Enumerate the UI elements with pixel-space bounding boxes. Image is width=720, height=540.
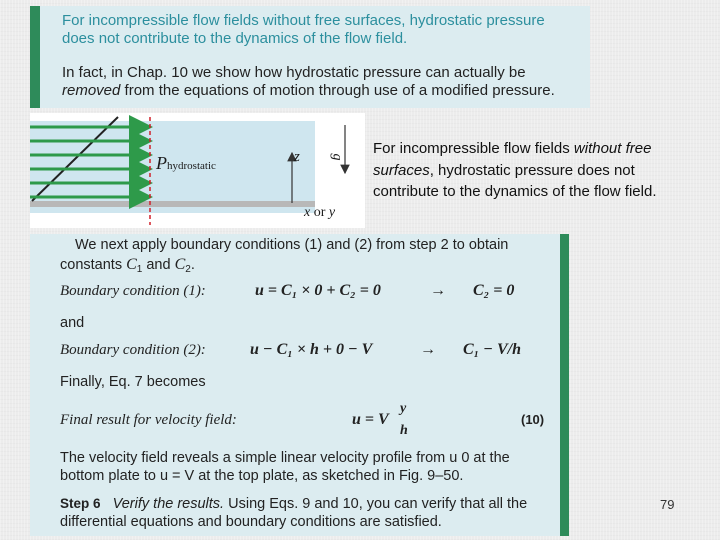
profile-paragraph-line-1: The velocity field reveals a simple linear velocity profile from u 0 at the — [60, 450, 510, 466]
top-highlight-line-2: does not contribute to the dynamics of the flow field. — [62, 30, 408, 47]
equation-number: (10) — [521, 412, 545, 427]
step-6-line-1: Step 6 Verify the results. Using Eqs. 9 and 10, you can verify that all the — [60, 496, 528, 512]
top-body-emphasis: removed — [62, 82, 121, 99]
bc2-arrow: → — [420, 341, 436, 358]
xy-axis-label: x or y — [304, 205, 336, 220]
side-statement — [373, 138, 683, 203]
final-result-label: Final result for velocity field: — [60, 412, 237, 428]
page-number: 79 — [660, 497, 675, 512]
bc1-result: C₂ = 0 — [473, 282, 515, 299]
top-body-line-2-rest: from the equations of motion through use of a modified pressure. — [120, 82, 555, 99]
top-body-line-1: In fact, in Chap. 10 we show how hydrostatic pressure can actually be — [62, 64, 526, 81]
bc1-equation: u = C₁ × 0 + C₂ = 0 — [255, 282, 381, 299]
step-6-label: Step 6 — [60, 496, 101, 511]
step-6-emphasis: Verify the results. — [112, 496, 225, 512]
top-callout-accent-bar — [30, 6, 40, 108]
hydrostatic-figure — [30, 113, 365, 228]
final-equation: u = V — [352, 411, 389, 428]
side-text-part-3: , hydrostatic pressure does not contribute to the dynamics of the flow field. — [373, 161, 657, 200]
bc2-result: C₁ − V/h — [463, 341, 521, 358]
top-body-line-2 — [62, 81, 555, 100]
intro-line-2: constants $C_1$ and $C_2$. — [60, 256, 195, 275]
and-line: and — [60, 315, 85, 331]
bottom-plate — [30, 201, 315, 207]
side-text-part-1: For incompressible flow fields — [373, 140, 574, 157]
final-equation-numerator: y — [400, 401, 407, 416]
intro-line-1: We next apply boundary conditions (1) and (2) from step 2 to obtain — [75, 237, 509, 253]
g-label: g — [329, 153, 345, 161]
bc2-label: Boundary condition (2): — [60, 342, 206, 358]
top-highlight-line-1: For incompressible flow fields without free surfaces, hydrostatic pressure — [62, 12, 545, 29]
side-text-emphasis: without free surfaces — [373, 140, 652, 179]
p-hydrostatic-label: Phydrostatic — [156, 153, 216, 173]
bc1-arrow: → — [430, 282, 446, 299]
step-6-line-2: differential equations and boundary conditions are satisfied. — [60, 514, 442, 530]
bc2-equation: u − C₁ × h + 0 − V — [250, 341, 373, 358]
bc1-label: Boundary condition (1): — [60, 283, 206, 299]
profile-paragraph-line-2: bottom plate to u = V at the top plate, as sketched in Fig. 9–50. — [60, 468, 464, 484]
bottom-callout-accent-bar — [560, 234, 569, 536]
z-label: z — [294, 149, 300, 165]
final-equation-denominator: h — [400, 423, 408, 438]
finally-line: Finally, Eq. 7 becomes — [60, 374, 206, 390]
